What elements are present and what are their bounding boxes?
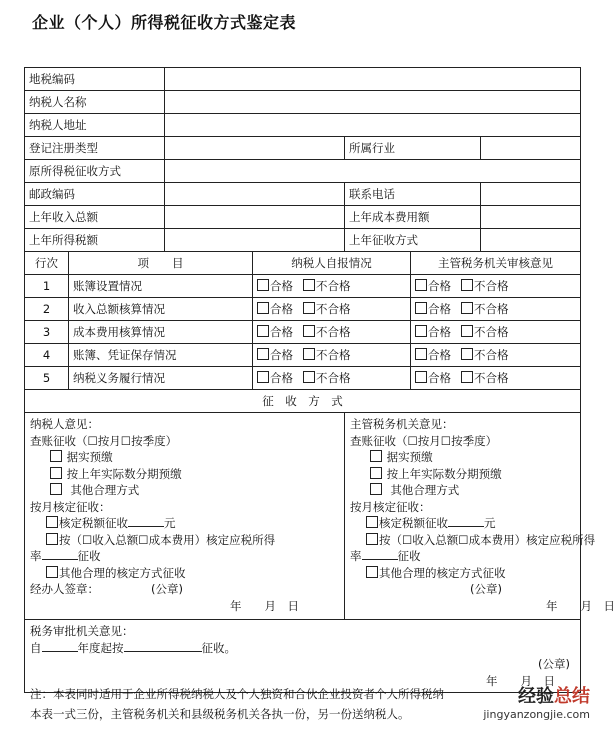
authority-fail-option[interactable]: 不合格 bbox=[461, 325, 509, 339]
field-label-industry: 所属行业 bbox=[345, 137, 481, 160]
checkbox[interactable] bbox=[257, 302, 269, 314]
table-row bbox=[25, 275, 581, 298]
field-label-last-year-income: 上年收入总额 bbox=[25, 206, 165, 229]
checkbox[interactable] bbox=[370, 483, 382, 495]
option-other-assessment[interactable]: 其他合理的核定方式征收 bbox=[30, 565, 339, 582]
watermark-logo: 经验总结 jingyanzongjie.com bbox=[483, 686, 590, 721]
rate-blank[interactable] bbox=[42, 549, 78, 560]
field-label-taxpayer-address: 纳税人地址 bbox=[25, 114, 165, 137]
audit-collection-label: 查账征收（☐按月☐按季度） bbox=[350, 433, 498, 448]
signer-label: 经办人签章： bbox=[30, 582, 99, 596]
last-year-income-field[interactable] bbox=[165, 206, 345, 229]
field-label-last-year-tax: 上年所得税额 bbox=[25, 229, 165, 252]
checkbox[interactable] bbox=[257, 325, 269, 337]
checkbox[interactable] bbox=[366, 566, 378, 578]
header-authority: 主管税务机关审核意见 bbox=[411, 252, 581, 275]
last-year-cost-field[interactable] bbox=[481, 206, 581, 229]
item-name: 账簿、凭证保存情况 bbox=[69, 344, 253, 367]
date-label: 年 月 日 bbox=[546, 598, 615, 613]
taxpayer-name-field[interactable] bbox=[165, 91, 581, 114]
assessment-form bbox=[24, 67, 615, 693]
authority-fail-option[interactable]: 不合格 bbox=[461, 279, 509, 293]
self-pass-option[interactable]: 合格 bbox=[257, 279, 293, 293]
checkbox[interactable] bbox=[415, 371, 427, 383]
option-actual-prepay[interactable]: 据实预缴 bbox=[30, 449, 339, 466]
option-assessed-rate[interactable]: 按（☐收入总额☐成本费用）核定应税所得 bbox=[350, 532, 575, 549]
checkbox[interactable] bbox=[366, 533, 378, 545]
field-label-last-year-cost: 上年成本费用额 bbox=[345, 206, 481, 229]
item-no: 3 bbox=[25, 321, 69, 344]
postal-code-field[interactable] bbox=[165, 183, 345, 206]
item-name: 收入总额核算情况 bbox=[69, 298, 253, 321]
original-method-field[interactable] bbox=[165, 160, 581, 183]
option-fixed-tax[interactable]: 核定税额征收 元 bbox=[30, 515, 339, 532]
checkbox[interactable] bbox=[46, 533, 58, 545]
authority-pass-option[interactable]: 合格 bbox=[415, 325, 451, 339]
checkbox[interactable] bbox=[303, 302, 315, 314]
checkbox[interactable] bbox=[303, 348, 315, 360]
authority-opinion: 主管税务机关意见： 查账征收（☐按月☐按季度） 据实预缴 按上年实际数分期预缴 其他合理方式 按月核定征收： 核定税额征收 元 按（☐收入总额☐成本费用）核定应税所得 率 征收 其他合理的核定方式征收 (公章) 年 月 日 bbox=[345, 413, 581, 620]
registration-type-field[interactable] bbox=[165, 137, 345, 160]
field-label-taxpayer-name: 纳税人名称 bbox=[25, 91, 165, 114]
taxpayer-address-field[interactable] bbox=[165, 114, 581, 137]
monthly-assessment-label: 按月核定征收： bbox=[30, 499, 111, 514]
checkbox[interactable] bbox=[50, 467, 62, 479]
option-actual-prepay[interactable]: 据实预缴 bbox=[350, 449, 575, 466]
checkbox[interactable] bbox=[257, 371, 269, 383]
seal-label: (公章) bbox=[538, 657, 570, 671]
checkbox[interactable] bbox=[415, 279, 427, 291]
checkbox[interactable] bbox=[46, 566, 58, 578]
authority-fail-option[interactable]: 不合格 bbox=[461, 348, 509, 362]
audit-collection-label: 查账征收（☐按月☐按季度） bbox=[30, 433, 178, 448]
self-fail-option[interactable]: 不合格 bbox=[303, 325, 351, 339]
option-other-assessment[interactable]: 其他合理的核定方式征收 bbox=[350, 565, 575, 582]
approval-opinion: 税务审批机关意见： 自 年度起按 征收。 (公章) 年 月 日 bbox=[25, 620, 581, 693]
item-no: 1 bbox=[25, 275, 69, 298]
approval-heading: 税务审批机关意见： bbox=[30, 624, 134, 638]
field-label-postal-code: 邮政编码 bbox=[25, 183, 165, 206]
tax-id-field[interactable] bbox=[165, 68, 581, 91]
checkbox[interactable] bbox=[50, 483, 62, 495]
self-fail-option[interactable]: 不合格 bbox=[303, 371, 351, 385]
date-label: 年 月 日 bbox=[230, 598, 299, 613]
field-label-registration-type: 登记注册类型 bbox=[25, 137, 165, 160]
item-no: 2 bbox=[25, 298, 69, 321]
checkbox[interactable] bbox=[50, 450, 62, 462]
authority-pass-option[interactable]: 合格 bbox=[415, 348, 451, 362]
amount-blank[interactable] bbox=[448, 516, 484, 527]
option-other-method[interactable]: 其他合理方式 bbox=[350, 482, 575, 499]
seal-label: (公章) bbox=[470, 582, 502, 596]
checkbox[interactable] bbox=[303, 325, 315, 337]
field-label-phone: 联系电话 bbox=[345, 183, 481, 206]
authority-opinion-heading: 主管税务机关意见： bbox=[350, 417, 454, 431]
rate-blank[interactable] bbox=[362, 549, 398, 560]
option-installment-prepay[interactable]: 按上年实际数分期预缴 bbox=[30, 466, 339, 483]
checkbox[interactable] bbox=[461, 348, 473, 360]
item-name: 成本费用核算情况 bbox=[69, 321, 253, 344]
header-self-report: 纳税人自报情况 bbox=[253, 252, 411, 275]
checkbox[interactable] bbox=[461, 279, 473, 291]
page-title: 企业（个人）所得税征收方式鉴定表 bbox=[32, 13, 297, 32]
item-no: 5 bbox=[25, 367, 69, 390]
date-label: 年 月 日 bbox=[486, 673, 555, 688]
checkbox[interactable] bbox=[461, 302, 473, 314]
field-label-original-method: 原所得税征收方式 bbox=[25, 160, 165, 183]
header-row-no: 行次 bbox=[25, 252, 69, 275]
table-row bbox=[25, 321, 581, 344]
self-pass-option[interactable]: 合格 bbox=[257, 302, 293, 316]
self-fail-option[interactable]: 不合格 bbox=[303, 279, 351, 293]
table-row bbox=[25, 344, 581, 367]
table-row bbox=[25, 298, 581, 321]
item-no: 4 bbox=[25, 344, 69, 367]
authority-pass-option[interactable]: 合格 bbox=[415, 302, 451, 316]
amount-blank[interactable] bbox=[128, 516, 164, 527]
monthly-assessment-label: 按月核定征收： bbox=[350, 499, 431, 514]
checkbox[interactable] bbox=[461, 325, 473, 337]
option-assessed-rate[interactable]: 按（☐收入总额☐成本费用）核定应税所得 bbox=[30, 532, 339, 549]
taxpayer-opinion: 纳税人意见： 查账征收（☐按月☐按季度） 据实预缴 按上年实际数分期预缴 其他合理方式 按月核定征收： 核定税额征收 元 按（☐收入总额☐成本费用）核定应税所得 率 征收 其他合理的核定方式征收 经办人签章： (公章) 年 月 日 bbox=[25, 413, 345, 620]
authority-fail-option[interactable]: 不合格 bbox=[461, 371, 509, 385]
authority-pass-option[interactable]: 合格 bbox=[415, 279, 451, 293]
option-fixed-tax[interactable]: 核定税额征收 元 bbox=[350, 515, 575, 532]
last-year-method-field[interactable] bbox=[481, 229, 581, 252]
field-label-last-year-method: 上年征收方式 bbox=[345, 229, 481, 252]
checkbox[interactable] bbox=[257, 279, 269, 291]
item-name: 纳税义务履行情况 bbox=[69, 367, 253, 390]
seal-label: (公章) bbox=[151, 582, 183, 596]
checkbox[interactable] bbox=[370, 450, 382, 462]
last-year-tax-field[interactable] bbox=[165, 229, 345, 252]
self-fail-option[interactable]: 不合格 bbox=[303, 302, 351, 316]
checkbox[interactable] bbox=[415, 348, 427, 360]
item-name: 账簿设置情况 bbox=[69, 275, 253, 298]
method-blank[interactable] bbox=[124, 641, 202, 652]
self-pass-option[interactable]: 合格 bbox=[257, 325, 293, 339]
checkbox[interactable] bbox=[415, 302, 427, 314]
checkbox[interactable] bbox=[303, 279, 315, 291]
checkbox[interactable] bbox=[46, 516, 58, 528]
industry-field[interactable] bbox=[481, 137, 581, 160]
option-installment-prepay[interactable]: 按上年实际数分期预缴 bbox=[350, 466, 575, 483]
self-pass-option[interactable]: 合格 bbox=[257, 348, 293, 362]
header-item: 项 目 bbox=[69, 252, 253, 275]
checkbox[interactable] bbox=[257, 348, 269, 360]
authority-fail-option[interactable]: 不合格 bbox=[461, 302, 509, 316]
option-other-method[interactable]: 其他合理方式 bbox=[30, 482, 339, 499]
checkbox[interactable] bbox=[303, 371, 315, 383]
checkbox[interactable] bbox=[366, 516, 378, 528]
note-line-2: 本表一式三份，主管税务机关和县级税务机关各执一份，另一份送纳税人。 bbox=[30, 707, 410, 721]
note-line-1: 注：本表同时适用于企业所得税纳税人及个人独资和合伙企业投资者个人所得税纳 bbox=[30, 687, 444, 701]
field-label-tax-id: 地税编码 bbox=[25, 68, 165, 91]
phone-field[interactable] bbox=[481, 183, 581, 206]
year-blank[interactable] bbox=[42, 641, 78, 652]
checkbox[interactable] bbox=[461, 371, 473, 383]
self-fail-option[interactable]: 不合格 bbox=[303, 348, 351, 362]
checkbox[interactable] bbox=[370, 467, 382, 479]
collection-method-heading: 征 收 方 式 bbox=[25, 390, 581, 413]
authority-pass-option[interactable]: 合格 bbox=[415, 371, 451, 385]
self-pass-option[interactable]: 合格 bbox=[257, 371, 293, 385]
table-row bbox=[25, 367, 581, 390]
checkbox[interactable] bbox=[415, 325, 427, 337]
taxpayer-opinion-heading: 纳税人意见： bbox=[30, 417, 99, 431]
